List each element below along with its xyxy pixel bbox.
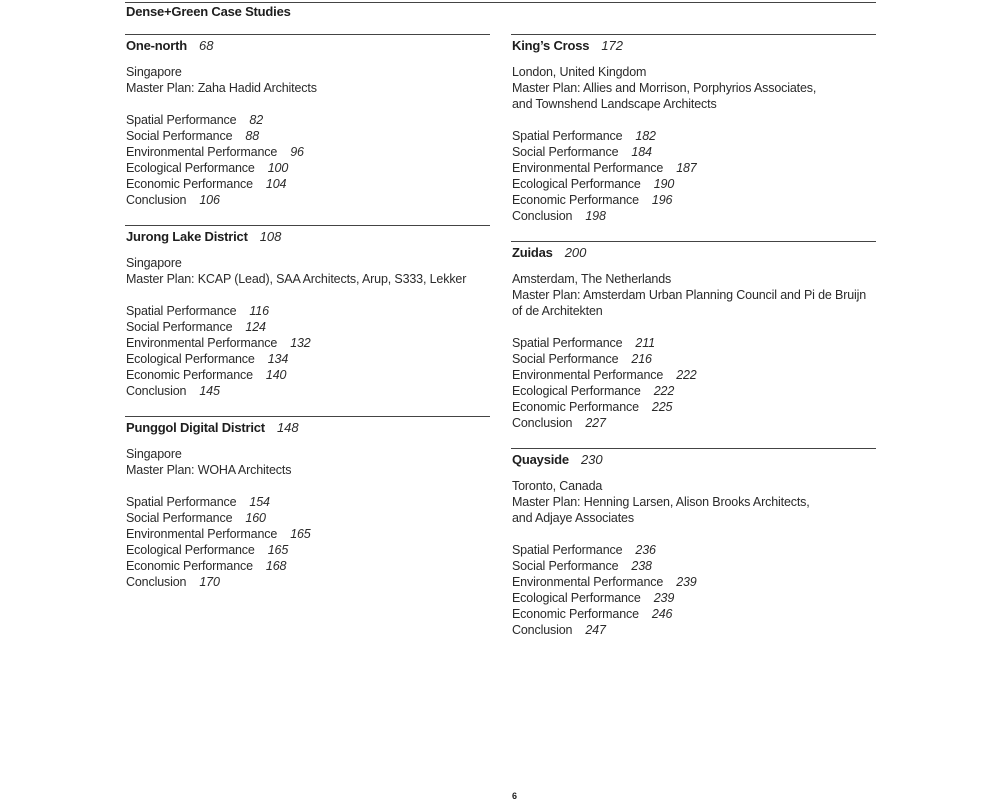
master-plan-line: Master Plan: Amsterdam Urban Planning Council and Pi de Bruijn <box>512 288 867 302</box>
right-column <box>511 34 876 655</box>
section-title: Zuidas <box>512 245 553 260</box>
toc-entry-environmental-performance <box>126 526 490 542</box>
entry-page-number: 96 <box>290 145 304 159</box>
entry-label: Environmental Performance <box>126 145 278 159</box>
entry-label: Spatial Performance <box>126 304 237 318</box>
entry-label: Ecological Performance <box>512 591 641 605</box>
section-meta <box>511 64 876 112</box>
toc-entry-social-performance <box>126 128 490 144</box>
toc-entry-social-performance <box>126 319 490 335</box>
entry-label: Economic Performance <box>126 559 253 573</box>
entry-label: Social Performance <box>512 145 619 159</box>
entry-page-number: 238 <box>631 559 652 573</box>
section-title: Jurong Lake District <box>126 229 248 244</box>
entry-page-number: 225 <box>651 400 673 414</box>
entry-label: Ecological Performance <box>126 352 255 366</box>
master-plan-line: of de Architekten <box>512 304 603 318</box>
entry-page-number: 104 <box>265 177 287 191</box>
master-plan-line: Master Plan: Henning Larsen, Alison Brooks Architects, <box>512 495 810 509</box>
toc-entry-spatial-performance <box>512 335 876 351</box>
entry-page-number: 134 <box>267 352 289 366</box>
toc-entry-conclusion <box>512 415 876 431</box>
section-page-number: 108 <box>259 229 282 244</box>
entry-label: Economic Performance <box>126 368 253 382</box>
page-number: 6 <box>512 791 518 800</box>
entry-page-number: 236 <box>635 543 656 557</box>
entry-label: Environmental Performance <box>126 336 278 350</box>
entry-label: Economic Performance <box>512 400 639 414</box>
master-plan-line: Master Plan: Zaha Hadid Architects <box>126 81 317 95</box>
case-section-punggol-digital-district <box>125 416 490 590</box>
entry-page-number: 165 <box>290 527 311 541</box>
entry-page-number: 198 <box>585 209 606 223</box>
toc-entry-environmental-performance <box>512 160 876 176</box>
entry-label: Economic Performance <box>512 193 639 207</box>
entry-label: Conclusion <box>126 575 187 589</box>
entry-page-number: 211 <box>635 336 655 350</box>
toc-entry-social-performance <box>512 144 876 160</box>
section-page-number: 172 <box>601 38 624 53</box>
entry-page-number: 222 <box>653 384 675 398</box>
entry-page-number: 187 <box>676 161 697 175</box>
toc-entry-spatial-performance <box>512 128 876 144</box>
entry-page-number: 196 <box>651 193 673 207</box>
case-section-king-s-cross <box>511 34 876 224</box>
entry-label: Environmental Performance <box>512 161 664 175</box>
entry-page-number: 246 <box>651 607 673 621</box>
section-heading <box>125 420 490 436</box>
master-plan-line: Master Plan: Allies and Morrison, Porphyrios Associates, <box>512 81 817 95</box>
entry-page-number: 216 <box>631 352 652 366</box>
entry-page-number: 88 <box>245 129 259 143</box>
toc-entry-ecological-performance <box>512 590 876 606</box>
entry-label: Spatial Performance <box>512 543 623 557</box>
entry-page-number: 168 <box>265 559 287 573</box>
entry-label: Conclusion <box>512 209 573 223</box>
entry-page-number: 82 <box>249 113 264 127</box>
section-title: Quayside <box>512 452 569 467</box>
toc-entry-spatial-performance <box>126 112 490 128</box>
entry-page-number: 190 <box>653 177 675 191</box>
section-meta <box>511 271 876 319</box>
toc-entry-spatial-performance <box>126 494 490 510</box>
toc-entry-economic-performance <box>512 399 876 415</box>
entry-page-number: 145 <box>199 384 220 398</box>
entry-label: Social Performance <box>512 352 619 366</box>
toc-entry-economic-performance <box>512 192 876 208</box>
section-meta <box>125 64 490 96</box>
toc-entry-ecological-performance <box>512 383 876 399</box>
entry-page-number: 239 <box>653 591 675 605</box>
entry-label: Spatial Performance <box>126 113 237 127</box>
location-line: Toronto, Canada <box>512 479 603 493</box>
entry-page-number: 124 <box>245 320 266 334</box>
entry-page-number: 239 <box>676 575 697 589</box>
toc-entry-conclusion <box>512 622 876 638</box>
entry-label: Spatial Performance <box>512 336 623 350</box>
section-heading <box>125 229 490 245</box>
entry-page-number: 222 <box>676 368 697 382</box>
section-meta <box>125 255 490 287</box>
performance-list <box>125 494 490 590</box>
section-page-number: 200 <box>564 245 587 260</box>
toc-entry-environmental-performance <box>512 367 876 383</box>
toc-entry-economic-performance <box>126 176 490 192</box>
entry-label: Spatial Performance <box>512 129 623 143</box>
section-page-number: 148 <box>276 420 299 435</box>
performance-list <box>511 128 876 224</box>
location-line: Amsterdam, The Netherlands <box>512 272 672 286</box>
toc-entry-environmental-performance <box>512 574 876 590</box>
entry-label: Conclusion <box>512 623 573 637</box>
entry-label: Spatial Performance <box>126 495 237 509</box>
master-plan-line: Master Plan: WOHA Architects <box>126 463 292 477</box>
section-page-number: 68 <box>199 38 214 53</box>
toc-entry-ecological-performance <box>126 160 490 176</box>
location-line: Singapore <box>126 447 182 461</box>
section-heading <box>511 38 876 54</box>
toc-entry-conclusion <box>512 208 876 224</box>
entry-page-number: 247 <box>585 623 606 637</box>
toc-entry-conclusion <box>126 574 490 590</box>
toc-entry-conclusion <box>126 192 490 208</box>
entry-page-number: 182 <box>635 129 656 143</box>
toc-entry-ecological-performance <box>512 176 876 192</box>
entry-label: Social Performance <box>126 320 233 334</box>
section-title: One-north <box>126 38 188 53</box>
section-meta <box>125 446 490 478</box>
case-section-jurong-lake-district <box>125 225 490 399</box>
master-plan-line: and Adjaye Associates <box>512 511 634 525</box>
performance-list <box>511 542 876 638</box>
toc-entry-spatial-performance <box>512 542 876 558</box>
toc-entry-ecological-performance <box>126 351 490 367</box>
entry-label: Social Performance <box>126 511 233 525</box>
case-section-quayside <box>511 448 876 638</box>
entry-page-number: 132 <box>290 336 311 350</box>
entry-label: Ecological Performance <box>512 177 641 191</box>
toc-entry-spatial-performance <box>126 303 490 319</box>
entry-page-number: 106 <box>199 193 220 207</box>
performance-list <box>125 303 490 399</box>
left-column <box>125 34 490 607</box>
section-title: Punggol Digital District <box>126 420 265 435</box>
entry-label: Economic Performance <box>126 177 253 191</box>
toc-entry-economic-performance <box>512 606 876 622</box>
entry-label: Social Performance <box>126 129 233 143</box>
section-heading <box>511 245 876 261</box>
entry-page-number: 140 <box>265 368 287 382</box>
toc-entry-economic-performance <box>126 367 490 383</box>
entry-label: Economic Performance <box>512 607 639 621</box>
entry-page-number: 160 <box>245 511 266 525</box>
entry-label: Environmental Performance <box>512 368 664 382</box>
master-plan-line: Master Plan: KCAP (Lead), SAA Architects, Arup, S333, Lekker <box>126 272 467 286</box>
toc-entry-social-performance <box>512 558 876 574</box>
toc-entry-environmental-performance <box>126 144 490 160</box>
entry-page-number: 154 <box>249 495 270 509</box>
toc-entry-environmental-performance <box>126 335 490 351</box>
page-title: Dense+Green Case Studies <box>126 4 291 19</box>
entry-label: Ecological Performance <box>126 543 255 557</box>
toc-entry-conclusion <box>126 383 490 399</box>
toc-entry-economic-performance <box>126 558 490 574</box>
performance-list <box>511 335 876 431</box>
section-page-number: 230 <box>580 452 603 467</box>
location-line: Singapore <box>126 256 182 270</box>
section-heading <box>511 452 876 468</box>
case-section-zuidas <box>511 241 876 431</box>
section-title: King’s Cross <box>512 38 590 53</box>
performance-list <box>125 112 490 208</box>
section-meta <box>511 478 876 526</box>
entry-page-number: 100 <box>267 161 289 175</box>
entry-page-number: 165 <box>267 543 289 557</box>
entry-label: Conclusion <box>126 384 187 398</box>
toc-entry-ecological-performance <box>126 542 490 558</box>
entry-page-number: 116 <box>249 304 269 318</box>
entry-label: Environmental Performance <box>126 527 278 541</box>
entry-page-number: 170 <box>199 575 220 589</box>
location-line: London, United Kingdom <box>512 65 647 79</box>
section-heading <box>125 38 490 54</box>
entry-label: Conclusion <box>126 193 187 207</box>
toc-entry-social-performance <box>126 510 490 526</box>
top-divider <box>125 2 876 3</box>
entry-page-number: 184 <box>631 145 652 159</box>
entry-label: Ecological Performance <box>126 161 255 175</box>
toc-entry-social-performance <box>512 351 876 367</box>
entry-page-number: 227 <box>585 416 606 430</box>
entry-label: Conclusion <box>512 416 573 430</box>
location-line: Singapore <box>126 65 182 79</box>
entry-label: Ecological Performance <box>512 384 641 398</box>
case-section-one-north <box>125 34 490 208</box>
entry-label: Environmental Performance <box>512 575 664 589</box>
entry-label: Social Performance <box>512 559 619 573</box>
master-plan-line: and Townshend Landscape Architects <box>512 97 717 111</box>
